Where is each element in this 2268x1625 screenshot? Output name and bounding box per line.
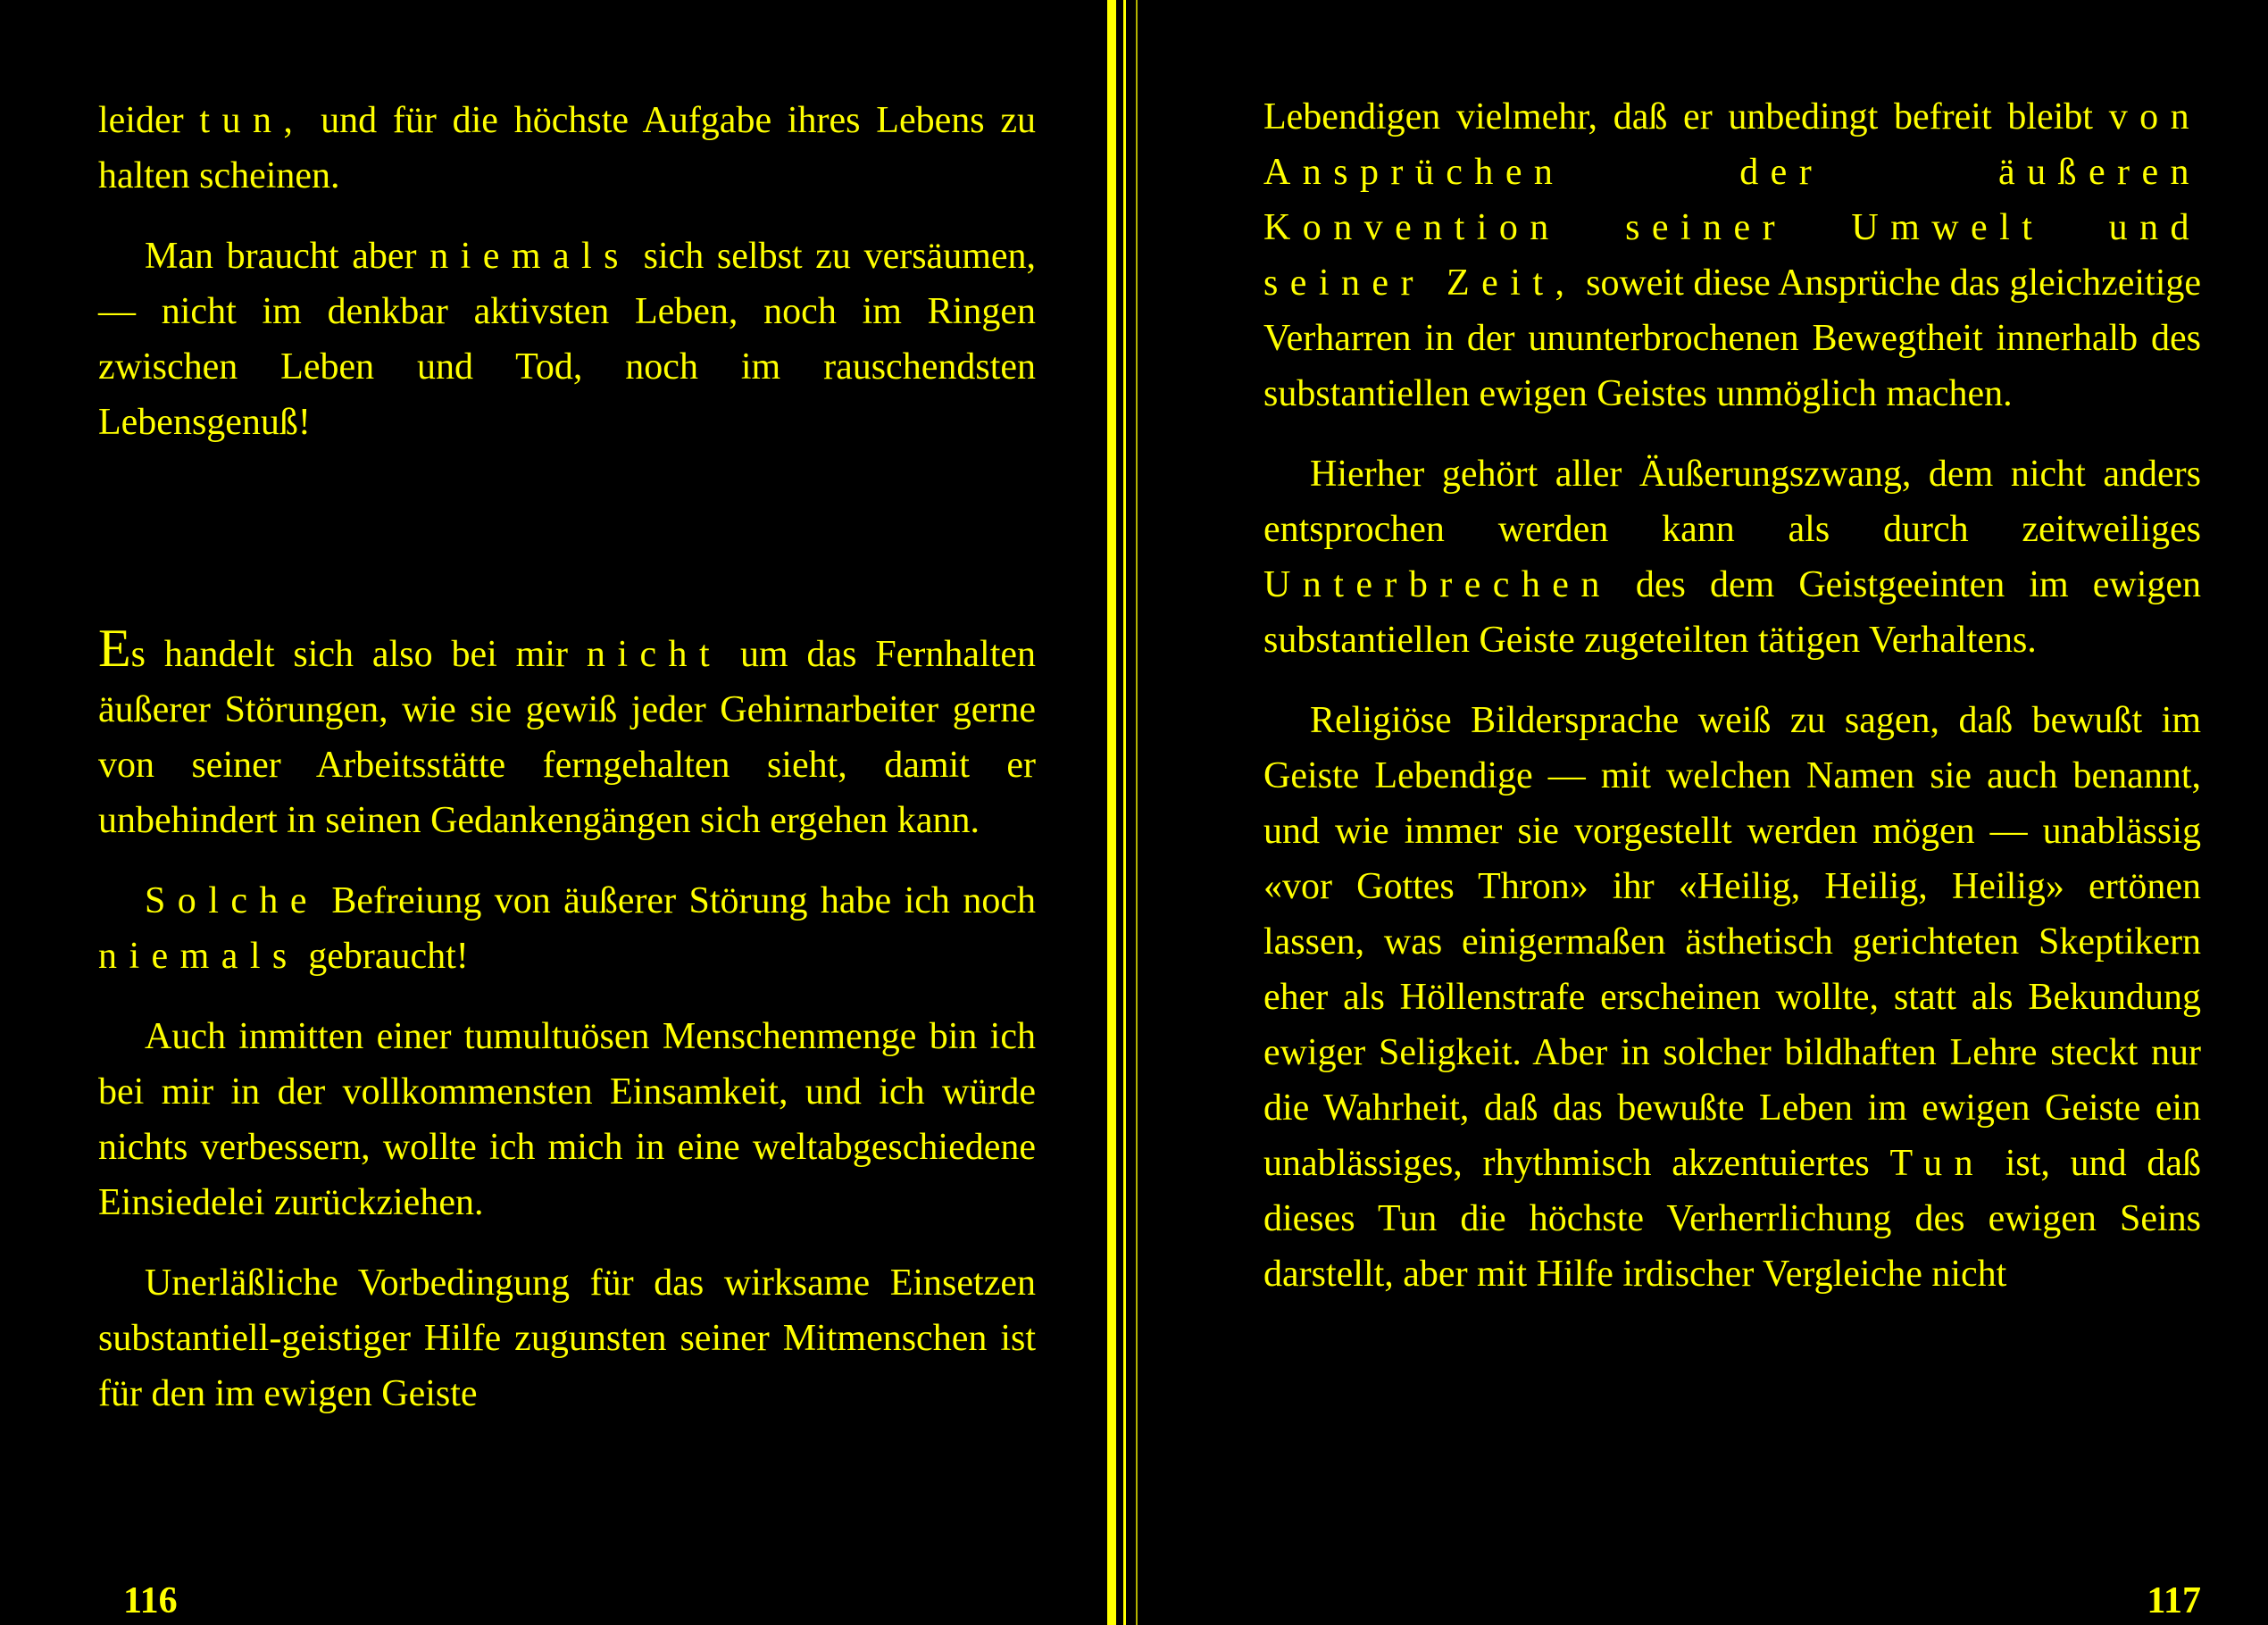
spaced-emphasis: von Ansprüchen der äußeren Konvention seiner Umwelt und seiner Zeit, — [1263, 96, 2202, 304]
text-run: Religiöse Bildersprache weiß zu sagen, daß bewußt im Geiste Lebendige — mit welchen Namen sie auch benannt, und wie immer sie vorgestellt werden mögen — unablässig «vor Gottes Thron» ihr «Heilig, Heilig, Heilig» ertönen lassen, was einigermaßen ästhetisch gerichteten Skeptikern eher als Höllenstrafe erscheinen wollte, statt als Bekundung ewiger Seligkeit. Aber in solcher bildhaften Lehre steckt nur die Wahrheit, daß das bewußte Leben im ewigen Geiste ein unablässiges, rhythmisch akzentuiertes — [1263, 700, 2201, 1184]
paragraph — [1263, 446, 2201, 668]
spaced-emphasis: tun, — [199, 100, 305, 141]
paragraph — [98, 229, 1036, 450]
right-page-text — [1263, 89, 2201, 1302]
right-page — [1263, 0, 2201, 1625]
left-page-text-main — [98, 619, 1037, 1421]
text-run: um das Fernhalten äußerer Störungen, wie sie gewiß jeder Gehirnarbeiter gerne von seiner Arbeitsstätte ferngehalten sieht, damit er unbehindert in seinen Gedankengängen sich ergehen kann. — [98, 634, 1037, 841]
text-run: ist, und daß dieses Tun die höchste Verherrlichung des ewigen Seins darstellt, aber mit Hilfe irdischer Vergleiche nicht — [1263, 1143, 2202, 1295]
text-run: soweit diese Ansprüche das gleichzeitige Verharren in der ununterbrochenen Bewegtheit innerhalb des substantiellen ewigen Geistes unmöglich machen. — [1263, 262, 2202, 414]
initial-letter: E — [98, 619, 131, 678]
paragraph — [98, 873, 1036, 984]
spaced-emphasis: Tun — [1889, 1143, 1986, 1184]
spaced-emphasis: niemals — [98, 936, 299, 977]
paragraph — [1263, 693, 2201, 1302]
text-run: des dem Geistgeeinten im ewigen substantiellen Geiste zugeteilten tätigen Verhaltens. — [1263, 564, 2202, 661]
text-run: gebraucht! — [308, 936, 469, 977]
text-run: und für die höchste Aufgabe ihres Lebens zu halten scheinen. — [98, 100, 1036, 196]
paragraph — [1263, 89, 2201, 421]
text-run: s handelt sich also bei mir — [130, 634, 568, 675]
spaced-emphasis: Unterbrechen — [1263, 564, 1612, 605]
text-run: sich selbst zu versäumen, — nicht im denkbar aktivsten Leben, noch im Ringen zwischen Leben und Tod, noch im rauschendsten Lebensgenuß! — [98, 236, 1037, 443]
paragraph — [98, 93, 1036, 204]
text-run: Lebendigen vielmehr, daß er unbedingt befreit bleibt — [1263, 96, 2093, 138]
paragraph: Unerläßliche Vorbedingung für das wirksame Einsetzen substantiell-geistiger Hilfe zugunsten seiner Mitmenschen ist für den im ewigen Geiste — [98, 1262, 1036, 1414]
text-run: Man braucht aber — [145, 236, 417, 277]
spaced-emphasis: niemals — [429, 236, 630, 277]
paragraph: Auch inmitten einer tumultuösen Menschenmenge bin ich bei mir in der vollkommensten Einsamkeit, und ich würde nichts verbessern, wollte ich mich in eine weltabgeschiedene Einsiedelei zurückziehen. — [98, 1016, 1036, 1223]
spaced-emphasis: nicht — [586, 634, 722, 675]
book-gutter — [1107, 0, 1116, 1625]
text-run: Befreiung von äußerer Störung habe ich noch — [331, 880, 1036, 921]
text-run: Hierher gehört aller Äußerungszwang, dem nicht anders entsprochen werden kann als durch zeitweiliges — [1263, 454, 2201, 550]
page-number: 117 — [2147, 1580, 2201, 1621]
paragraph — [98, 619, 1037, 848]
spaced-emphasis: Solche — [145, 880, 319, 921]
left-page — [98, 0, 1036, 1625]
left-page-text-top — [98, 93, 1036, 450]
book-gutter-line — [1123, 0, 1126, 1625]
book-gutter-line-outer — [1136, 0, 1138, 1625]
page-number: 116 — [123, 1580, 178, 1621]
text-run: leider — [98, 100, 184, 141]
